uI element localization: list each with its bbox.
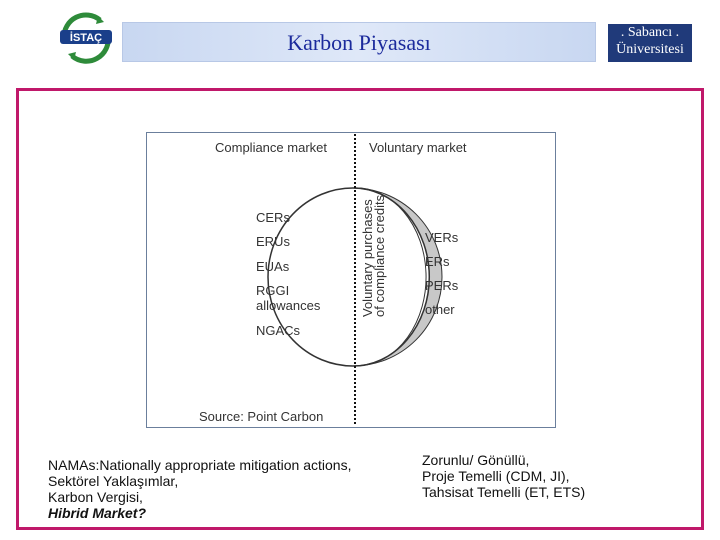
market-venn-diagram: [146, 132, 556, 428]
voluntary-market-label: Voluntary market: [369, 140, 467, 155]
note-project-based: Proje Temelli (CDM, JI),: [422, 468, 570, 484]
item-other: other: [425, 302, 455, 317]
left-notes: [48, 457, 408, 521]
item-vers: VERs: [425, 230, 459, 245]
sabanci-logo-line2: Üniversitesi: [616, 42, 684, 57]
page-title: Karbon Piyasası: [287, 30, 431, 55]
note-carbon-tax: Karbon Vergisi,: [48, 489, 143, 505]
note-hybrid-market: Hibrid Market?: [48, 505, 147, 521]
note-sectoral: Sektörel Yaklaşımlar,: [48, 473, 179, 489]
item-cers: CERs: [256, 210, 290, 225]
item-ers: ERs: [425, 254, 450, 269]
item-ngacs: NGACs: [256, 323, 301, 338]
overlap-label-line2: of compliance credits: [372, 194, 387, 317]
note-namas: NAMAs:Nationally appropriate mitigation actions,: [48, 457, 352, 473]
compliance-market-label: Compliance market: [215, 140, 327, 155]
item-pers: PERs: [425, 278, 459, 293]
item-euas: EUAs: [256, 259, 290, 274]
istac-logo: [54, 10, 118, 64]
note-mandatory-voluntary: Zorunlu/ Gönüllü,: [422, 452, 530, 468]
item-erus: ERUs: [256, 234, 290, 249]
sabanci-logo-line1: . Sabancı .: [620, 25, 680, 40]
source-label: Source: Point Carbon: [199, 409, 324, 424]
right-notes: [422, 452, 692, 500]
note-allowance-based: Tahsisat Temelli (ET, ETS): [422, 484, 586, 500]
item-allowances: allowances: [256, 298, 321, 313]
item-rggi: RGGI: [256, 283, 290, 298]
istac-logo-text: İSTAÇ: [69, 32, 103, 44]
sabanci-logo: [608, 24, 692, 62]
overlap-label-line1: Voluntary purchases: [360, 199, 375, 317]
title-bar: [122, 22, 596, 62]
